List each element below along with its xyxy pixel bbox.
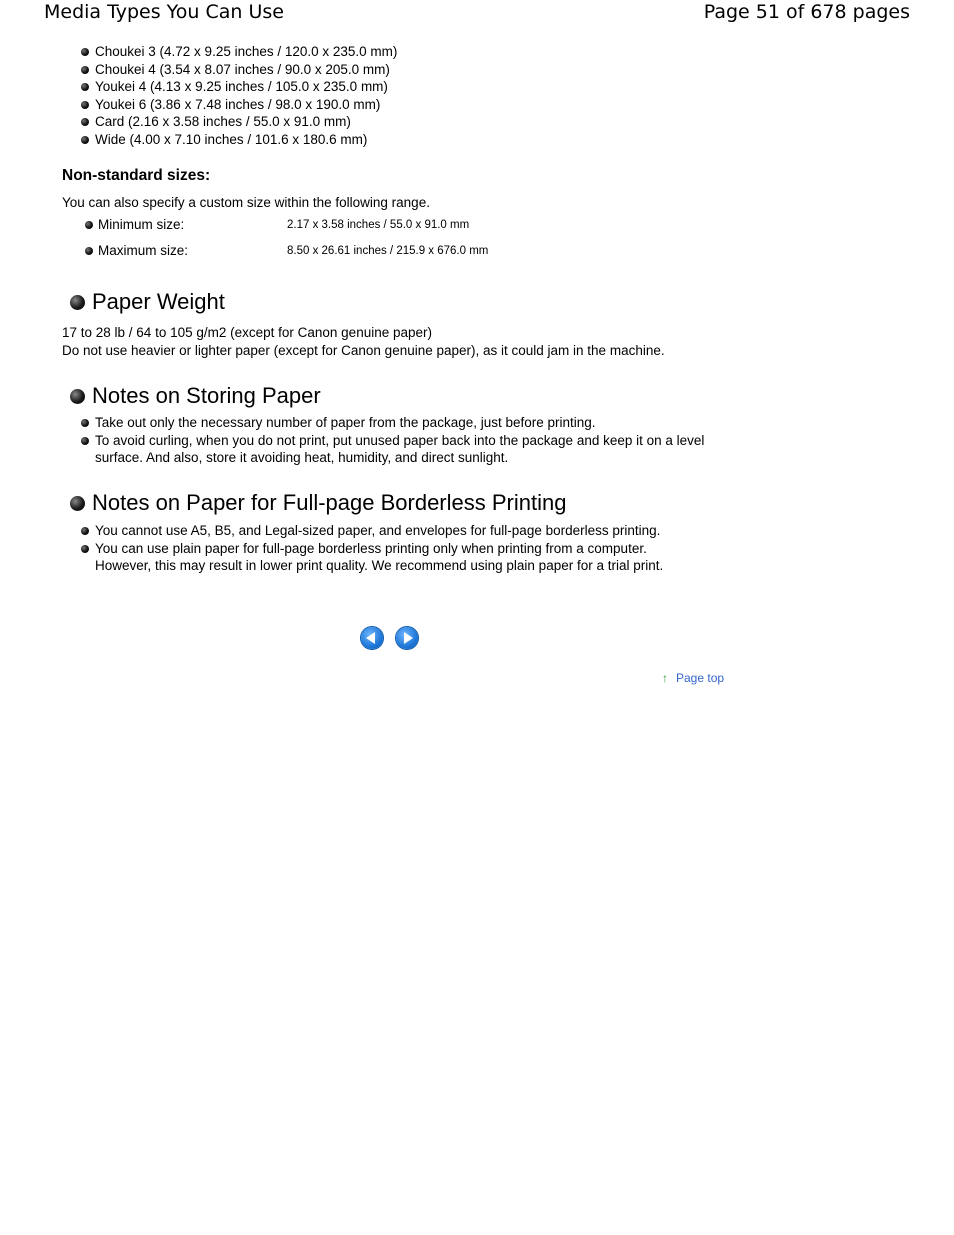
- borderless-notes-list: [81, 522, 706, 575]
- bullet-icon: [85, 247, 93, 255]
- list-item: Wide (4.00 x 7.10 inches / 101.6 x 180.6 mm): [81, 131, 397, 149]
- list-item: Youkei 6 (3.86 x 7.48 inches / 98.0 x 190.0 mm): [81, 96, 397, 114]
- page-top-link[interactable]: [662, 670, 724, 686]
- section-bullet-icon: [70, 389, 85, 404]
- list-item: Card (2.16 x 3.58 inches / 55.0 x 91.0 mm): [81, 113, 397, 131]
- list-item: You cannot use A5, B5, and Legal-sized paper, and envelopes for full-page borderless printing.: [81, 522, 706, 540]
- bullet-icon: [85, 221, 93, 229]
- paper-weight-warning: Do not use heavier or lighter paper (except for Canon genuine paper), as it could jam in the machine.: [62, 343, 665, 358]
- bullet-icon: [81, 101, 89, 109]
- bullet-icon: [81, 437, 89, 445]
- minimum-size-value: 2.17 x 3.58 inches / 55.0 x 91.0 mm: [287, 219, 470, 231]
- up-arrow-icon: ↑: [662, 671, 668, 685]
- list-item: To avoid curling, when you do not print, put unused paper back into the package and keep it on a level surface. And also, store it avoiding heat, humidity, and direct sunlight.: [81, 432, 711, 467]
- bullet-icon: [81, 419, 89, 427]
- non-standard-heading: Non-standard sizes:: [62, 167, 211, 184]
- list-item: Choukei 4 (3.54 x 8.07 inches / 90.0 x 205.0 mm): [81, 61, 397, 79]
- list-item: You can use plain paper for full-page borderless printing only when printing from a computer. However, this may result in lower print quality. We recommend using plain paper for a trial print.: [81, 540, 706, 575]
- paper-weight-range: 17 to 28 lb / 64 to 105 g/m2 (except for Canon genuine paper): [62, 325, 432, 340]
- bullet-icon: [81, 83, 89, 91]
- section-bullet-icon: [70, 295, 85, 310]
- bullet-icon: [81, 136, 89, 144]
- minimum-size-label: Minimum size:: [98, 217, 185, 232]
- list-item: Youkei 4 (4.13 x 9.25 inches / 105.0 x 235.0 mm): [81, 78, 397, 96]
- document-title: Media Types You Can Use: [44, 1, 284, 23]
- storing-notes-list: [81, 414, 711, 467]
- list-item: Choukei 3 (4.72 x 9.25 inches / 120.0 x 235.0 mm): [81, 43, 397, 61]
- bullet-icon: [81, 545, 89, 553]
- arrow-right-icon[interactable]: [396, 627, 418, 649]
- bullet-icon: [81, 527, 89, 535]
- bullet-icon: [81, 66, 89, 74]
- arrow-left-icon[interactable]: [361, 627, 383, 649]
- maximum-size-label: Maximum size:: [98, 243, 189, 258]
- bullet-icon: [81, 48, 89, 56]
- bullet-icon: [81, 118, 89, 126]
- non-standard-intro: You can also specify a custom size within the following range.: [62, 195, 430, 210]
- paper-sizes-list: [81, 43, 397, 148]
- page-counter: Page 51 of 678 pages: [703, 1, 910, 23]
- page-top-label[interactable]: Page top: [676, 671, 725, 685]
- maximum-size-value: 8.50 x 26.61 inches / 215.9 x 676.0 mm: [287, 245, 489, 257]
- list-item: Take out only the necessary number of paper from the package, just before printing.: [81, 414, 711, 432]
- section-bullet-icon: [70, 496, 85, 511]
